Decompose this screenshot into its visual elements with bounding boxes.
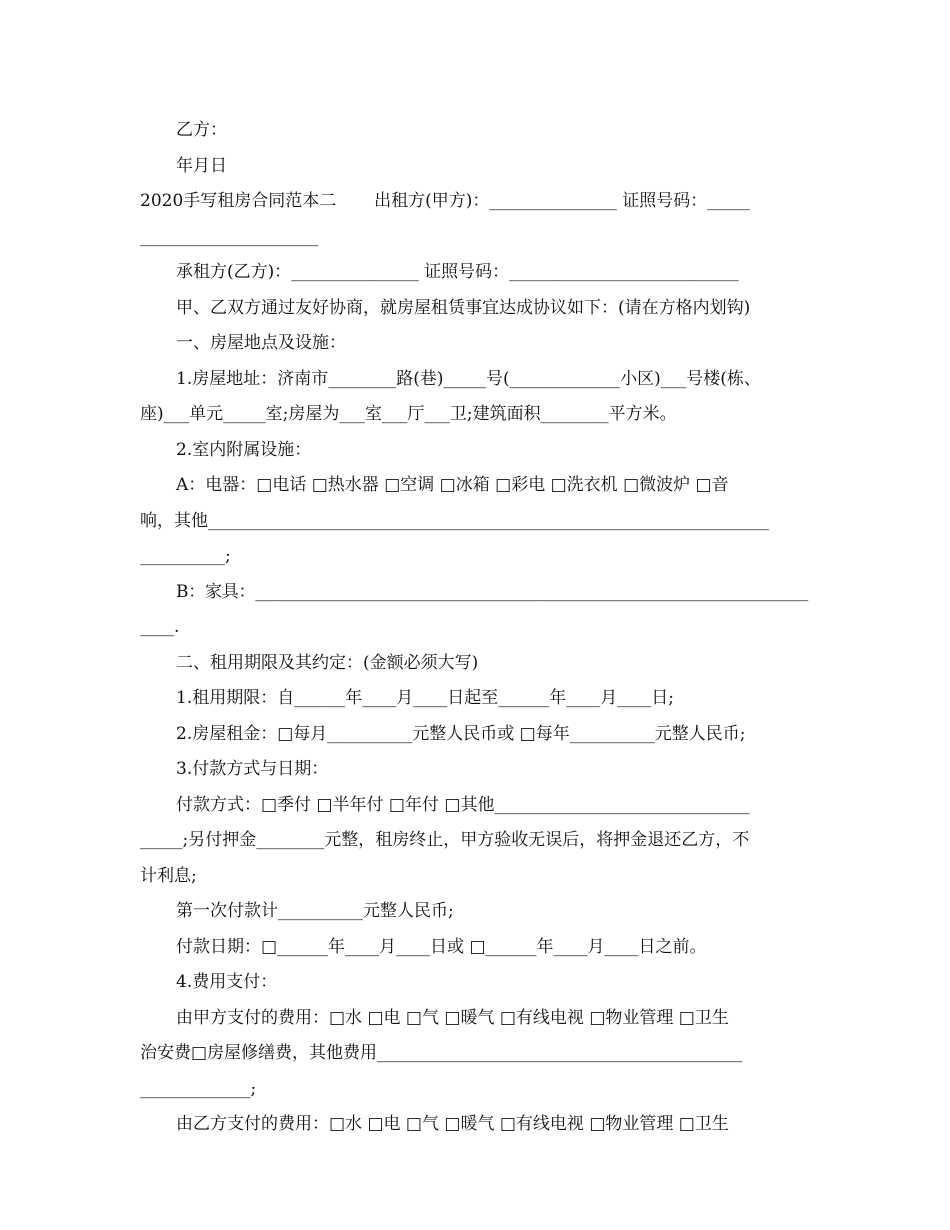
payment-heading: 3.付款方式与日期： xyxy=(176,759,329,779)
appliances-other: 响，其他__________________________________________________________________ xyxy=(140,511,769,531)
first-payment-line: 第一次付款计__________元整人民币; xyxy=(176,901,454,921)
fees-heading: 4.费用支付： xyxy=(176,972,278,992)
facilities-heading: 2.室内附属设施： xyxy=(176,440,312,460)
rent-line: 2.房屋租金：□每月__________元整人民币或 □每年__________元整人民币; xyxy=(176,724,746,744)
lessor-fees-end: _____________; xyxy=(140,1079,257,1099)
date-label: 年月日 xyxy=(176,156,227,176)
appliances-line: A：电器：□电话 □热水器 □空调 □冰箱 □彩电 □洗衣机 □微波炉 □音 xyxy=(176,475,729,495)
section-1-heading: 一、房屋地点及设施： xyxy=(176,333,346,353)
lessor-id-continuation: _____________________ xyxy=(140,227,319,247)
contract-title-lessor-line: 2020手写租房合同范本二 出租方(甲方)：_______________ 证照号码：_____ xyxy=(140,191,750,211)
payment-date-line: 付款日期：□______年____月____日或 □______年____月____日之前。 xyxy=(176,937,707,957)
address-line: 1.房屋地址：济南市________路(巷)_____号(_____________小区)___号楼(栋、 xyxy=(176,369,761,389)
party-b-label: 乙方： xyxy=(176,120,227,140)
section-2-heading: 二、租用期限及其约定：(金额必须大写) xyxy=(176,653,479,673)
payment-method-line: 付款方式：□季付 □半年付 □年付 □其他______________________________ xyxy=(176,795,750,815)
lessor-fees-continuation: 治安费□房屋修缮费，其他费用___________________________________________ xyxy=(140,1043,743,1063)
lessee-fees-line: 由乙方支付的费用：□水 □电 □气 □暖气 □有线电视 □物业管理 □卫生 xyxy=(176,1114,729,1134)
lessee-line: 承租方(乙方)：_______________ 证照号码：___________________________ xyxy=(176,262,739,282)
furniture-line: B：家具：___________________________________________________________________ xyxy=(176,582,808,602)
lease-term-line: 1.租用期限：自______年____月____日起至______年____月____日; xyxy=(176,688,674,708)
appliances-other-end: __________; xyxy=(140,546,231,566)
agreement-intro: 甲、乙双方通过友好协商，就房屋租赁事宜达成协议如下：(请在方格内划钩) xyxy=(176,298,751,318)
furniture-end: ____. xyxy=(140,617,180,637)
address-continuation: 座)___单元_____室;房屋为___室___厅___卫;建筑面积________平方米。 xyxy=(140,404,677,424)
deposit-line-end: 计利息; xyxy=(140,866,197,886)
lessor-fees-line: 由甲方支付的费用：□水 □电 □气 □暖气 □有线电视 □物业管理 □卫生 xyxy=(176,1008,729,1028)
deposit-line: _____;另付押金________元整，租房终止，甲方验收无误后，将押金退还乙方，不 xyxy=(140,830,750,850)
